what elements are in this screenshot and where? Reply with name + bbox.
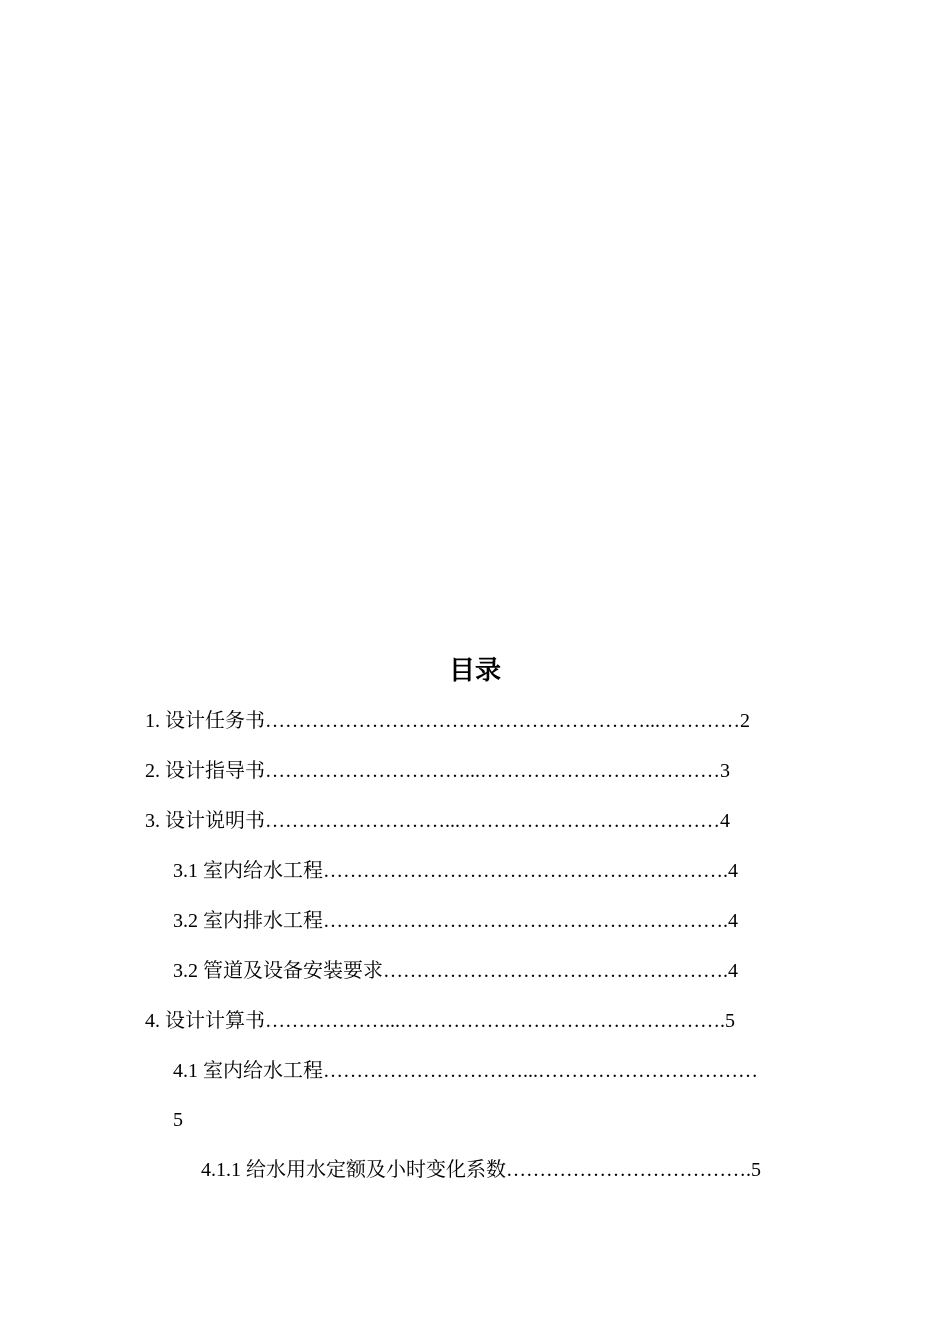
toc-entry-1[interactable]: 1. 设计任务书…………………………………………………...…………2 — [145, 710, 750, 732]
toc-entry-3-2b[interactable]: 3.2 管道及设备安装要求…………………………………………….4 — [173, 960, 738, 982]
toc-entry-4-1-1[interactable]: 4.1.1 给水用水定额及小时变化系数……………………………….5 — [201, 1159, 761, 1181]
toc-entry-2[interactable]: 2. 设计指导书…………………………...………………………………3 — [145, 760, 730, 782]
toc-entry-4[interactable]: 4. 设计计算书………………...………………………………………….5 — [145, 1010, 735, 1032]
toc-entry-3-1[interactable]: 3.1 室内给水工程…………………………………………………….4 — [173, 860, 738, 882]
toc-title: 目录 — [448, 656, 501, 686]
toc-entry-4-1[interactable]: 4.1 室内给水工程…………………………...…………………………… — [173, 1060, 758, 1082]
toc-entry-3-2[interactable]: 3.2 室内排水工程…………………………………………………….4 — [173, 910, 738, 932]
toc-entry-3[interactable]: 3. 设计说明书………………………...…………………………………4 — [145, 810, 730, 832]
toc-entry-4-1-page: 5 — [173, 1109, 183, 1131]
